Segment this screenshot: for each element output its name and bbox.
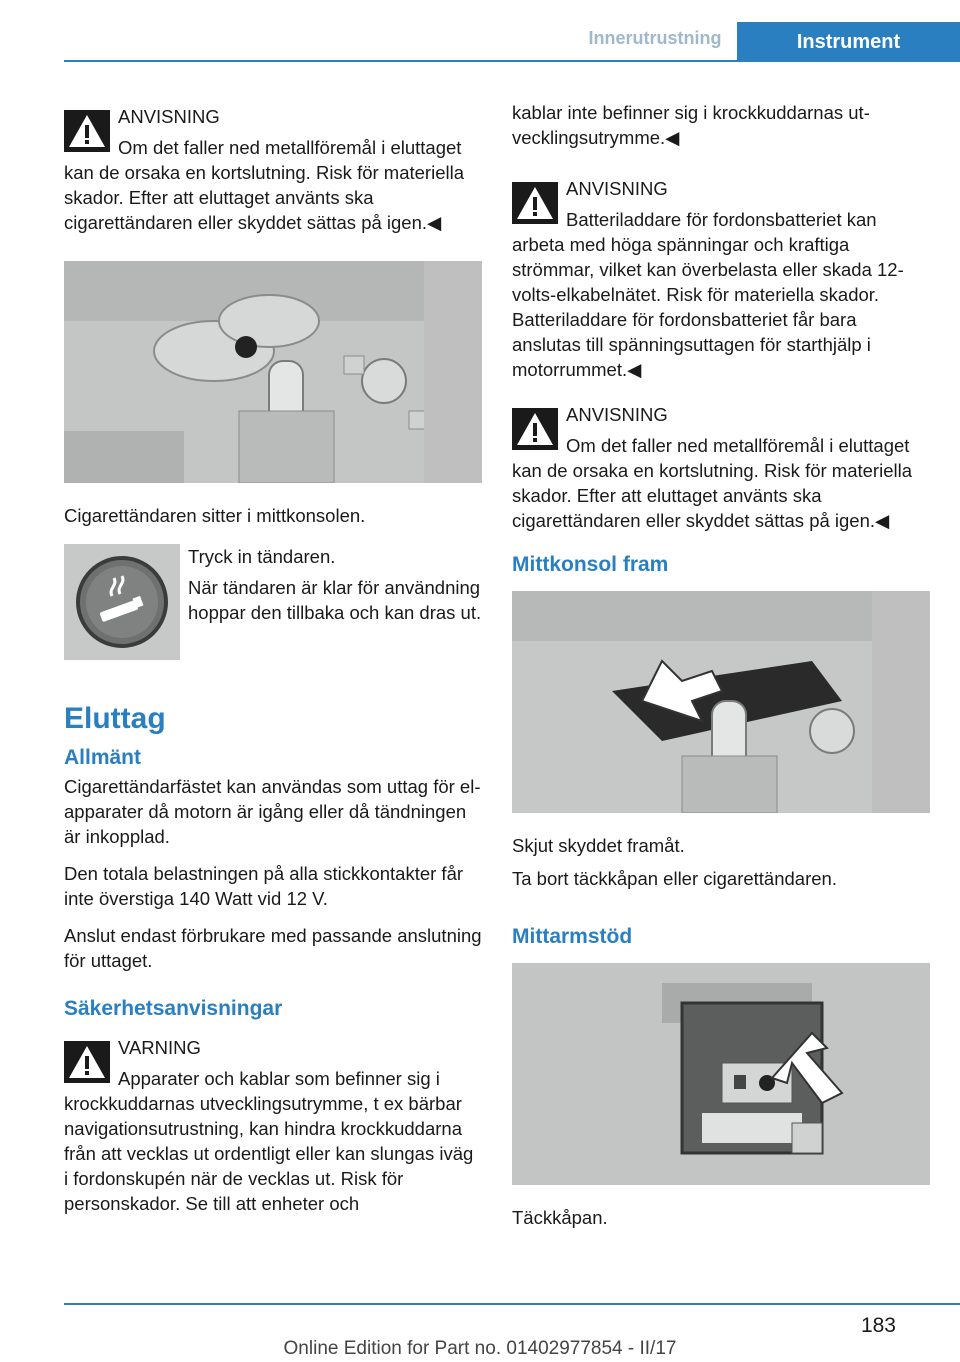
warning-box [64,1031,482,1216]
allmant-paragraph-3: Anslut endast förbrukare med passande anslutning för uttaget. [64,925,482,971]
step-1-text: Tryck in tändaren. [188,546,336,567]
continued-text: kablar inte befinner sig i krockkuddarnas utvecklingsutrymme.◀ [512,102,870,148]
step-2-text: När tändaren är klar för användning hoppar den tillbaka och kan dras ut. [188,577,482,623]
header-section-tab: Innerutrustning [588,28,722,48]
warning-triangle-icon [512,182,558,224]
warning-triangle-icon [64,110,110,152]
notice-text: Om det faller ned metallföremål i eluttaget kan de orsaka en kortslutning. Risk för materiella skador. Efter att eluttaget använts ska cigarettändaren eller skyddet sättas på igen.◀ [512,435,912,531]
photo-caption: Cigarettändaren sitter i mittkonsolen. [64,505,366,526]
heading-mittkonsol-fram: Mittkonsol fram [512,553,669,576]
mittkonsol-paragraph-1: Skjut skyddet framåt. [512,835,685,856]
lighter-instructions [64,544,482,660]
notice-text: Om det faller ned metallföremål i eluttaget kan de orsaka en kortslutning. Risk för materiella skador. Efter att eluttaget använts ska cigarettändaren eller skyddet sättas på igen.◀ [64,137,464,233]
allmant-paragraph-2: Den totala belastningen på alla stickkontakter får inte överstiga 140 Watt vid 12 V. [64,863,464,909]
left-column [64,100,482,1232]
notice-box-2 [512,172,930,382]
heading-allmant: Allmänt [64,746,142,769]
notice-box-1 [64,100,482,235]
notice-title: ANVISNING [118,106,220,127]
armrest-photo [512,963,930,1185]
center-console-photo [64,261,482,483]
notice-title: ANVISNING [566,178,668,199]
header-rule [64,60,960,62]
armrest-caption: Täckkåpan. [512,1207,608,1228]
heading-sakerhetsanvisningar: Säkerhetsanvisningar [64,997,283,1020]
footer-rule [64,1303,960,1305]
header-chapter-tab: Instrument [737,22,960,62]
cigarette-lighter-icon [64,544,180,660]
allmant-paragraph-1: Cigarettändarfästet kan användas som uttag för el-apparater då motorn är igång eller då tändningen är inkopplad. [64,776,481,847]
notice-title: ANVISNING [566,404,668,425]
front-console-photo [512,591,930,813]
warning-triangle-icon [64,1041,110,1083]
warning-title: VARNING [118,1037,201,1058]
heading-mittarmstod: Mittarmstöd [512,925,633,948]
notice-text: Batteriladdare för fordonsbatteriet kan arbeta med höga spänningar och kraftiga strömmar, vilket kan överbelasta eller skada 12-volts-elkabelnätet. Risk för materiella skador. Batteriladdare för fordonsbatteriet får bara anslutas till spänningsuttagen för starthjälp i motorrummet.◀ [512,209,904,380]
edition-footer: Online Edition for Part no. 01402977854 - II/17 [283,1338,677,1359]
heading-eluttag: Eluttag [64,702,166,735]
warning-text: Apparater och kablar som befinner sig i krockkuddarnas utvecklingsutrymme, t ex bärbar navigationsutrustning, kan hindra krockkuddarna från att vecklas ut ordentligt eller kan slungas iväg i fordonskupén när de vecklas ut. Risk för personskador. Se till att enheter och [64,1068,474,1214]
warning-triangle-icon [512,408,558,450]
mittkonsol-paragraph-2: Ta bort täckkåpan eller cigarettändaren. [512,868,837,889]
page-number: 183 [860,1314,896,1337]
right-column [512,100,930,1230]
notice-box-3 [512,398,930,533]
